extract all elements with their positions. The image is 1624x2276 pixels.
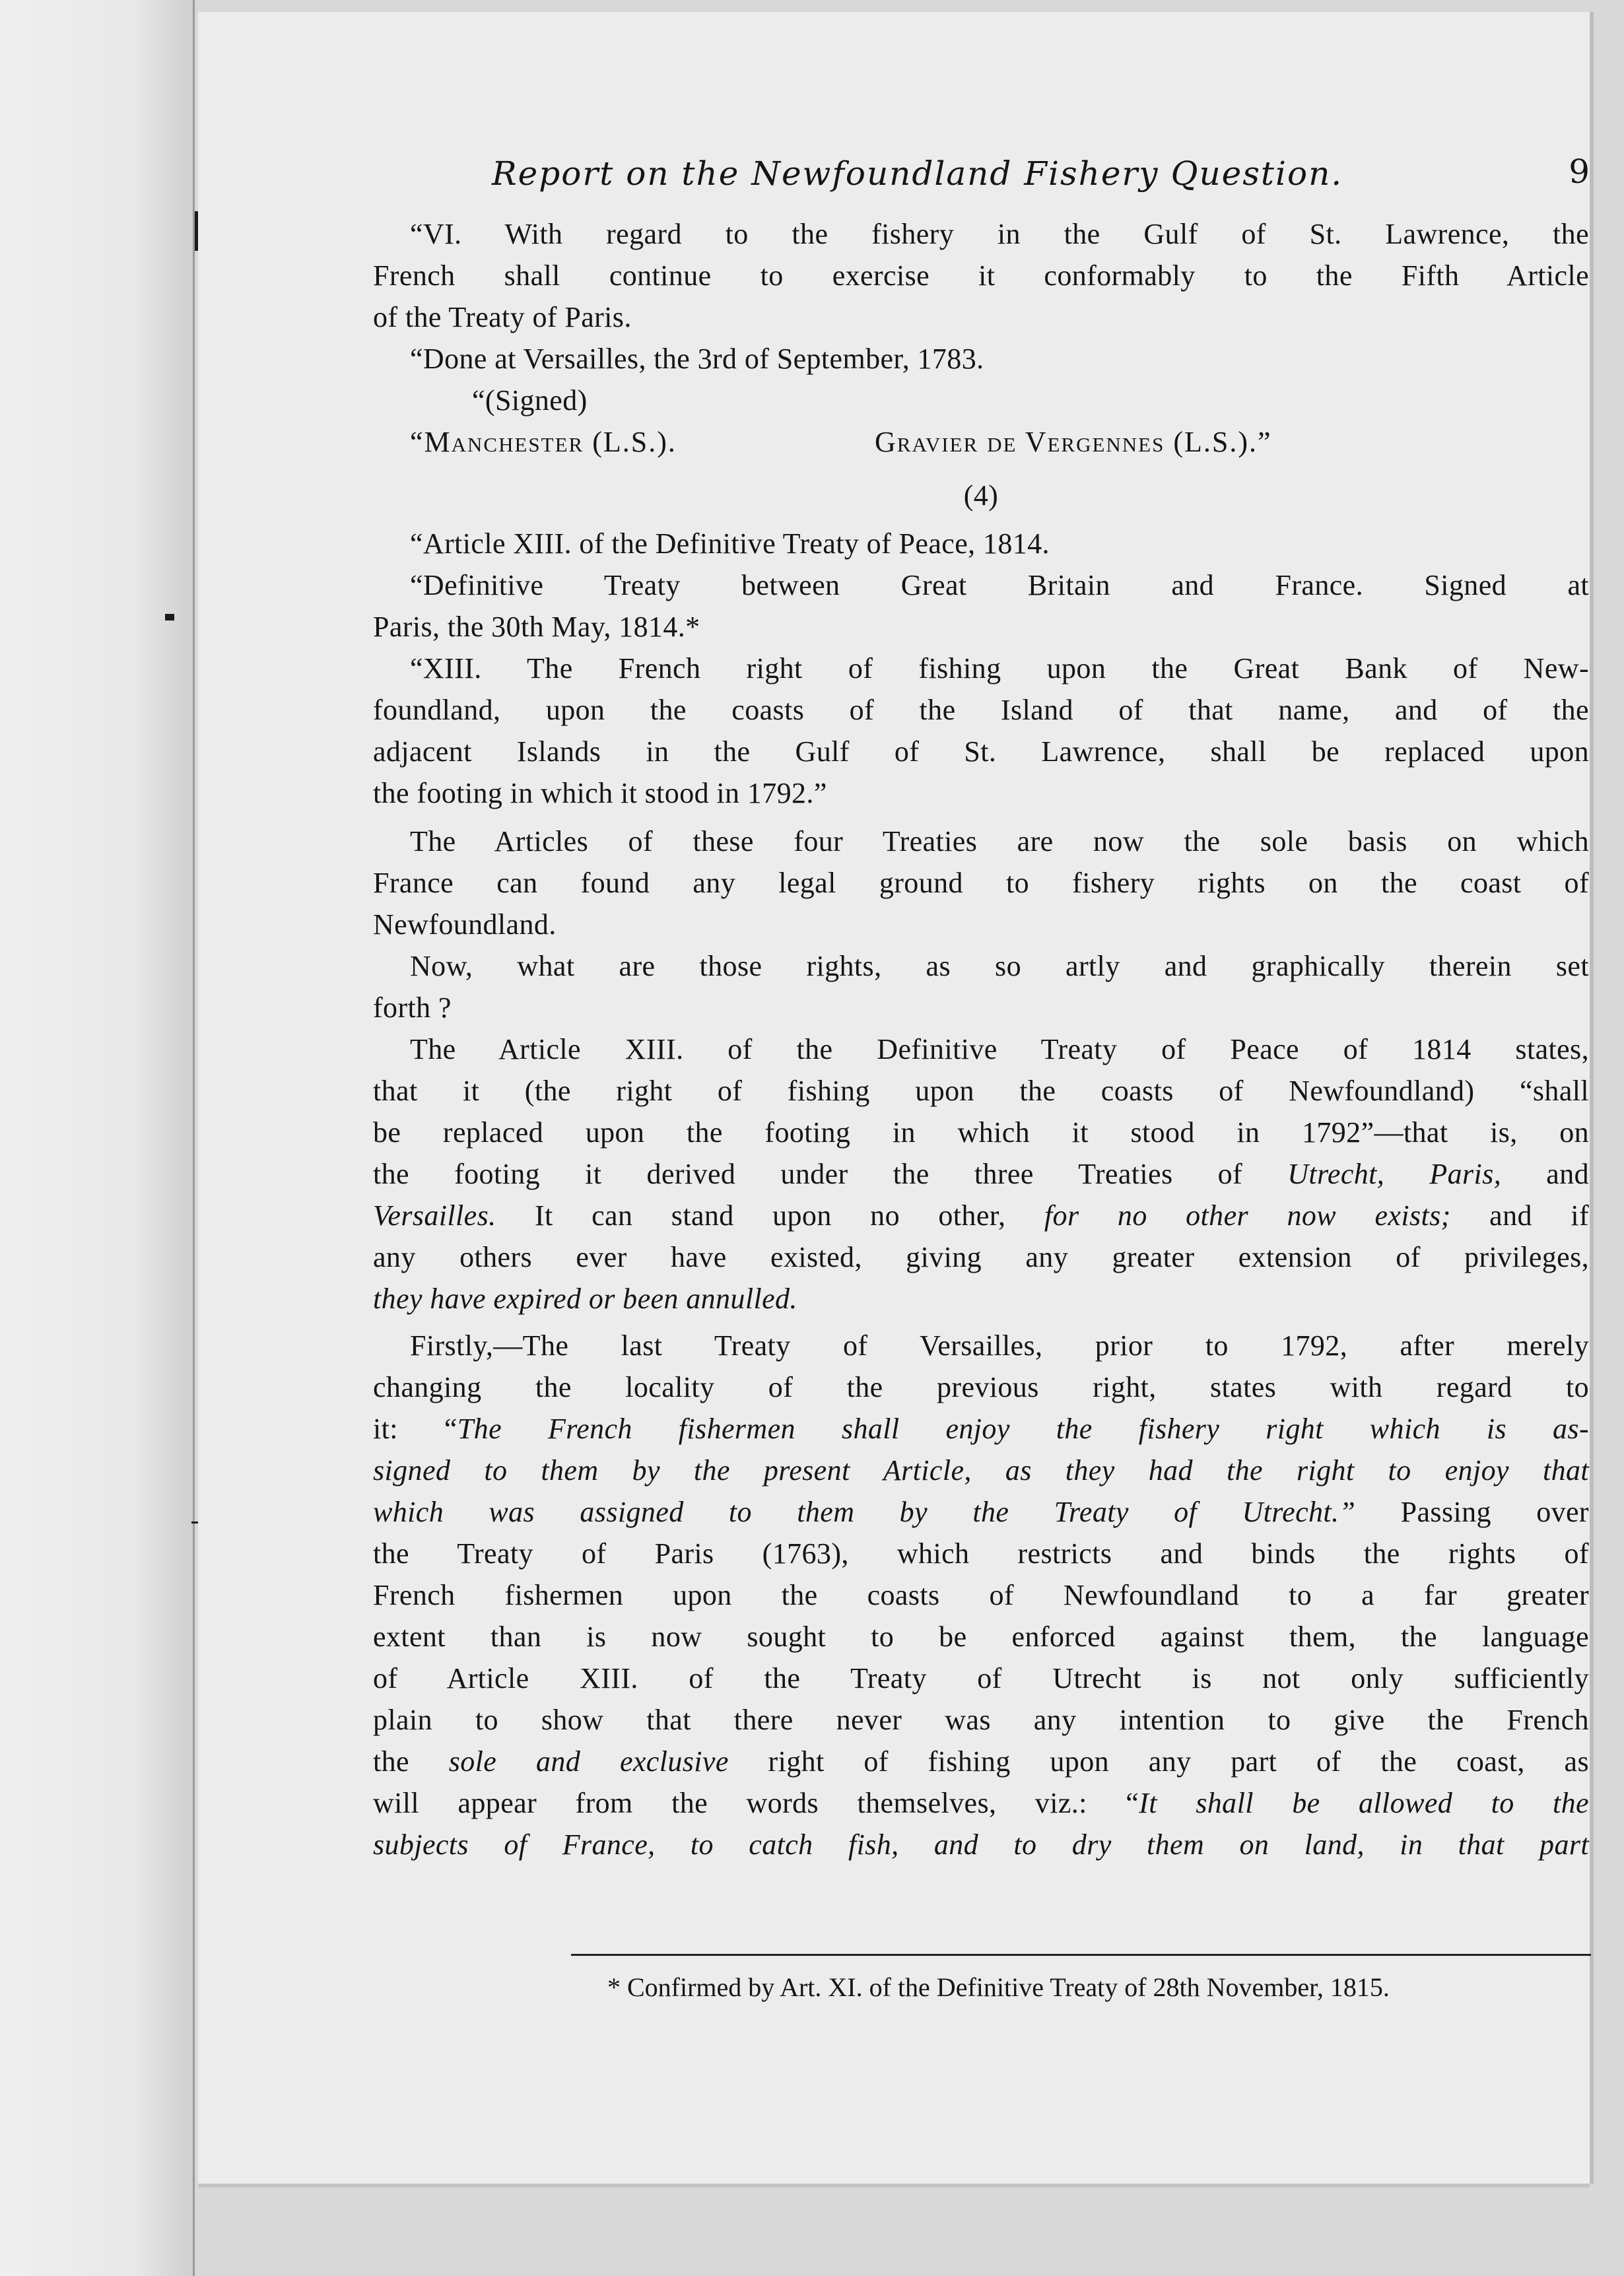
text-line	[373, 1195, 1589, 1236]
italic-fragment: signed to them by the present Article, as they had the right to enjoy that	[373, 1454, 1589, 1487]
text-line: extent than is now sought to be enforced against them, the language	[373, 1621, 1589, 1653]
text-line: that it (the right of fishing upon the coasts of Newfoundland) “shall	[373, 1075, 1589, 1107]
footnote-rule	[571, 1954, 1591, 1956]
text-line: changing the locality of the previous right, states with regard to	[373, 1371, 1589, 1403]
italic-fragment: for no other now exists;	[1044, 1199, 1451, 1232]
text-line: adjacent Islands in the Gulf of St. Lawrence, shall be replaced upon	[373, 735, 1589, 768]
body-text	[373, 213, 1589, 1865]
text-line	[373, 1824, 1589, 1865]
text-line: “VI. With regard to the fishery in the Gulf of St. Lawrence, the	[410, 218, 1589, 250]
italic-fragment: It shall be allowed to the	[1139, 1787, 1589, 1819]
text-line: The Article XIII. of the Definitive Treaty of Peace of 1814 states,	[410, 1033, 1589, 1065]
text-line	[373, 1741, 1589, 1782]
text-line: French fishermen upon the coasts of Newfoundland to a far greater	[373, 1579, 1589, 1611]
text-line	[373, 1450, 1589, 1491]
text-line: be replaced upon the footing in which it stood in 1792”—that is, on	[373, 1116, 1589, 1149]
text-line: any others ever have existed, giving any greater extension of privileges,	[373, 1241, 1589, 1273]
italic-fragment: Versailles.	[373, 1199, 496, 1232]
text-line: foundland, upon the coasts of the Island of that name, and of the	[373, 694, 1589, 726]
text-line: forth ?	[373, 991, 452, 1024]
text-line	[373, 1782, 1589, 1824]
book-page	[198, 12, 1590, 2184]
text-line: Now, what are those rights, as so artly and graphically therein set	[410, 950, 1589, 982]
text-line: Firstly,—The last Treaty of Versailles, prior to 1792, after merely	[410, 1329, 1589, 1362]
text-line	[373, 1408, 1589, 1450]
text-fragment: right of fishing upon any part of the coast, as	[768, 1745, 1589, 1778]
text-line: of Article XIII. of the Treaty of Utrecht is not only sufficiently	[373, 1662, 1589, 1694]
text-fragment: the	[373, 1745, 409, 1778]
text-line: “(Signed)	[472, 384, 588, 417]
text-line: plain to show that there never was any intention to give the French	[373, 1704, 1589, 1736]
italic-fragment: they have expired or been annulled.	[373, 1283, 797, 1315]
running-head	[492, 154, 1591, 193]
italic-fragment: The French fishermen shall enjoy the fishery right which is as-	[457, 1413, 1589, 1445]
text-line: “Definitive Treaty between Great Britain and France. Signed at	[410, 569, 1589, 601]
gutter-mark	[165, 614, 174, 620]
signatory-manchester: “Manchester (L.S.).	[410, 426, 677, 458]
text-line: Paris, the 30th May, 1814.*	[373, 611, 700, 643]
text-fragment: will appear from the words themselves, viz.: “	[373, 1787, 1139, 1819]
text-line: “Article XIII. of the Definitive Treaty of Peace, 1814.	[410, 527, 1050, 560]
signatory-vergennes: Gravier de Vergennes (L.S.).”	[875, 426, 1272, 458]
text-line	[373, 1491, 1589, 1533]
text-fragment: the footing it derived under the three Treaties of	[373, 1158, 1243, 1190]
text-fragment: and	[1546, 1158, 1589, 1190]
running-title: Report on the Newfoundland Fishery Question.	[492, 154, 1343, 193]
italic-fragment: Utrecht, Paris,	[1287, 1158, 1502, 1190]
page-number: 9	[1569, 152, 1591, 191]
text-line: the Treaty of Paris (1763), which restricts and binds the rights of	[373, 1537, 1589, 1570]
left-page-edge	[0, 0, 195, 2276]
text-line: French shall continue to exercise it conformably to the Fifth Article	[373, 259, 1589, 292]
section-number: (4)	[963, 479, 999, 512]
italic-fragment: subjects of France, to catch fish, and to dry them on land, in that part	[373, 1828, 1589, 1861]
italic-fragment: which was assigned to them by the Treaty of Utrecht.”	[373, 1496, 1356, 1528]
text-fragment: it: “	[373, 1413, 457, 1445]
text-line: France can found any legal ground to fishery rights on the coast of	[373, 867, 1589, 899]
text-fragment: It can stand upon no other,	[534, 1199, 1006, 1232]
text-line: of the Treaty of Paris.	[373, 301, 632, 333]
text-line: the footing in which it stood in 1792.”	[373, 777, 827, 809]
footnote: * Confirmed by Art. XI. of the Definitive Treaty of 28th November, 1815.	[607, 1972, 1390, 2002]
signature-line	[373, 421, 1589, 463]
text-line: “Done at Versailles, the 3rd of September, 1783.	[410, 343, 984, 375]
text-fragment: and if	[1489, 1199, 1589, 1232]
text-line: “XIII. The French right of fishing upon the Great Bank of New-	[410, 652, 1589, 685]
text-line: Newfoundland.	[373, 908, 557, 941]
text-line	[373, 1278, 1589, 1320]
text-line	[373, 1153, 1589, 1195]
italic-fragment: sole and exclusive	[448, 1745, 729, 1778]
text-line: The Articles of these four Treaties are now the sole basis on which	[410, 825, 1589, 857]
text-fragment: Passing over	[1400, 1496, 1589, 1528]
